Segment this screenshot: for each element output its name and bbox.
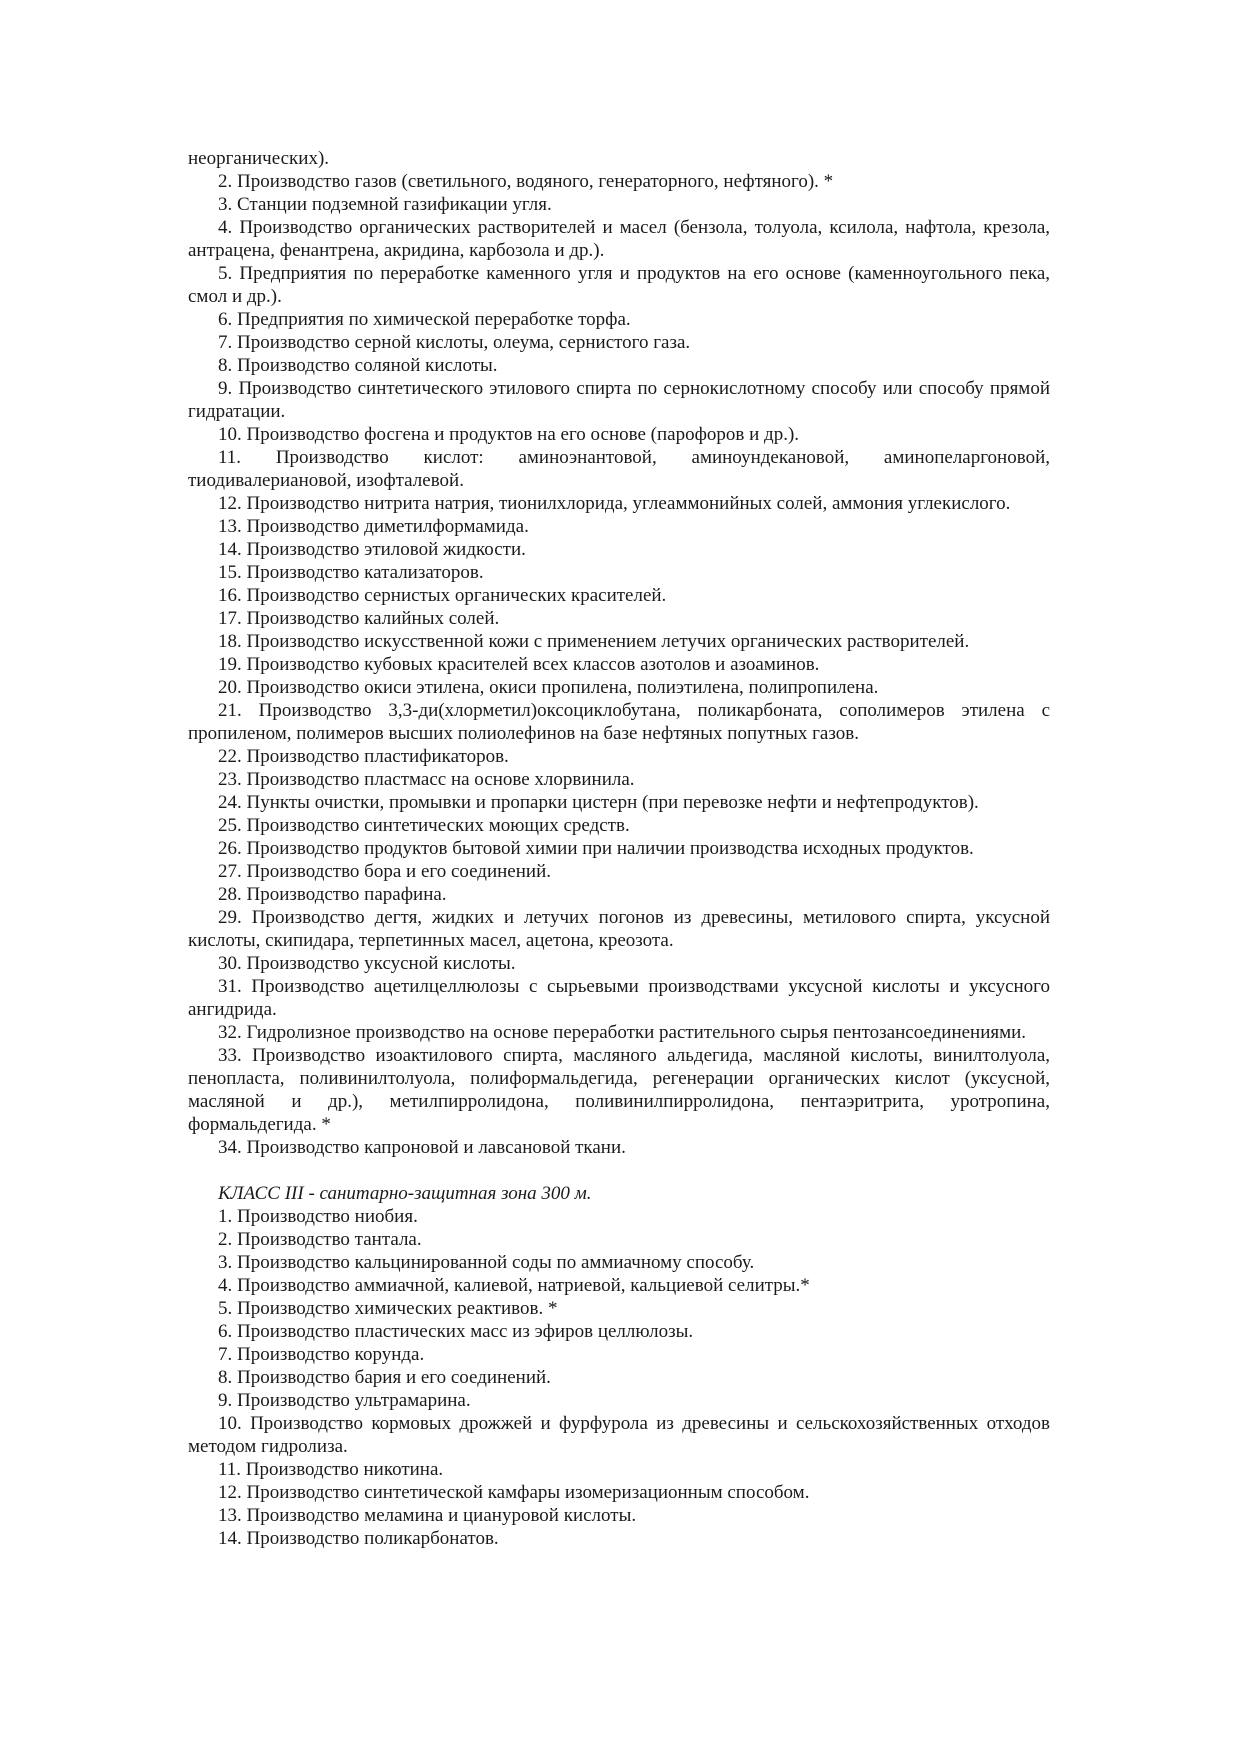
paragraph-continuation: неорганических). — [188, 148, 330, 169]
list-item: 13. Производство диметилформамида. — [218, 516, 529, 537]
list-item: 29. Производство дегтя, жидких и летучих погонов из древесины, метилового спирта, уксусной кислоты, скипидара, терпетинных масел, ацетона, креозота. — [188, 907, 1050, 951]
list-item: 12. Производство синтетической камфары изомеризационным способом. — [218, 1482, 810, 1503]
list-item: 30. Производство уксусной кислоты. — [218, 953, 516, 974]
list-item: 1. Производство ниобия. — [218, 1206, 418, 1227]
list-item: 32. Гидролизное производство на основе переработки растительного сырья пентозансоединениями. — [218, 1022, 1027, 1043]
list-item: 24. Пункты очистки, промывки и пропарки цистерн (при перевозке нефти и нефтепродуктов). — [218, 792, 979, 813]
list-item: 34. Производство капроновой и лавсановой ткани. — [218, 1137, 626, 1158]
list-item: 27. Производство бора и его соединений. — [218, 861, 551, 882]
list-item: 13. Производство меламина и циануровой кислоты. — [218, 1505, 637, 1526]
list-item: 2. Производство газов (светильного, водяного, генераторного, нефтяного). * — [218, 171, 834, 192]
section-heading: КЛАСС III - санитарно-защитная зона 300 м. — [218, 1183, 592, 1204]
list-item: 6. Предприятия по химической переработке торфа. — [218, 309, 631, 330]
list-item: 3. Производство кальцинированной соды по аммиачному способу. — [218, 1252, 755, 1273]
list-item: 19. Производство кубовых красителей всех классов азотолов и азоаминов. — [218, 654, 820, 675]
list-item: 9. Производство синтетического этилового спирта по сернокислотному способу или способу прямой гидратации. — [188, 378, 1050, 422]
list-item: 9. Производство ультрамарина. — [218, 1390, 471, 1411]
list-item: 5. Производство химических реактивов. * — [218, 1298, 558, 1319]
list-item: 11. Производство кислот: аминоэнантовой, аминоундекановой, аминопеларгоновой, тиодивалериановой, изофталевой. — [188, 447, 1050, 491]
list-item: 14. Производство этиловой жидкости. — [218, 539, 526, 560]
list-item: 8. Производство соляной кислоты. — [218, 355, 498, 376]
list-item: 18. Производство искусственной кожи с применением летучих органических растворителей. — [218, 631, 970, 652]
list-item: 2. Производство тантала. — [218, 1229, 422, 1250]
list-item: 7. Производство корунда. — [218, 1344, 425, 1365]
list-item: 31. Производство ацетилцеллюлозы с сырьевыми производствами уксусной кислоты и уксусного ангидрида. — [188, 976, 1050, 1020]
list-item: 21. Производство 3,3-ди(хлорметил)оксоциклобутана, поликарбоната, сополимеров этилена с пропиленом, полимеров высших полиолефинов на базе нефтяных попутных газов. — [188, 700, 1050, 744]
list-item: 16. Производство сернистых органических красителей. — [218, 585, 667, 606]
list-item: 10. Производство кормовых дрожжей и фурфурола из древесины и сельскохозяйственных отходов методом гидролиза. — [188, 1413, 1050, 1457]
list-item: 10. Производство фосгена и продуктов на его основе (парофоров и др.). — [218, 424, 800, 445]
list-item: 23. Производство пластмасс на основе хлорвинила. — [218, 769, 635, 790]
list-item: 4. Производство органических растворителей и масел (бензола, толуола, ксилола, нафтола, крезола, антрацена, фенантрена, акридина, карбозола и др.). — [188, 217, 1050, 261]
list-item: 5. Предприятия по переработке каменного угля и продуктов на его основе (каменноугольного пека, смол и др.). — [188, 263, 1050, 307]
list-item: 7. Производство серной кислоты, олеума, сернистого газа. — [218, 332, 691, 353]
list-item: 17. Производство калийных солей. — [218, 608, 500, 629]
list-item: 20. Производство окиси этилена, окиси пропилена, полиэтилена, полипропилена. — [218, 677, 879, 698]
list-item: 25. Производство синтетических моющих средств. — [218, 815, 630, 836]
list-item: 3. Станции подземной газификации угля. — [218, 194, 552, 215]
list-item: 28. Производство парафина. — [218, 884, 447, 905]
list-item: 26. Производство продуктов бытовой химии при наличии производства исходных продуктов. — [218, 838, 974, 859]
list-item: 11. Производство никотина. — [218, 1459, 444, 1480]
list-item: 8. Производство бария и его соединений. — [218, 1367, 551, 1388]
list-item: 22. Производство пластификаторов. — [218, 746, 509, 767]
document-page — [188, 147, 1050, 1550]
list-item: 6. Производство пластических масс из эфиров целлюлозы. — [218, 1321, 694, 1342]
list-item: 14. Производство поликарбонатов. — [218, 1528, 499, 1549]
list-item: 15. Производство катализаторов. — [218, 562, 484, 583]
list-item: 12. Производство нитрита натрия, тионилхлорида, углеаммонийных солей, аммония углекислого. — [218, 493, 1011, 514]
section-spacer — [188, 1159, 1050, 1182]
list-item: 4. Производство аммиачной, калиевой, натриевой, кальциевой селитры.* — [218, 1275, 810, 1296]
list-item: 33. Производство изоактилового спирта, масляного альдегида, масляной кислоты, винилтолуола, пенопласта, поливинилтолуола, полиформальдегида, регенерации органических кислот (уксусной, масляной и др.), метилпирролидона, поливинилпирролидона, пентаэритрита, уротропина, формальдегида. * — [188, 1045, 1050, 1135]
